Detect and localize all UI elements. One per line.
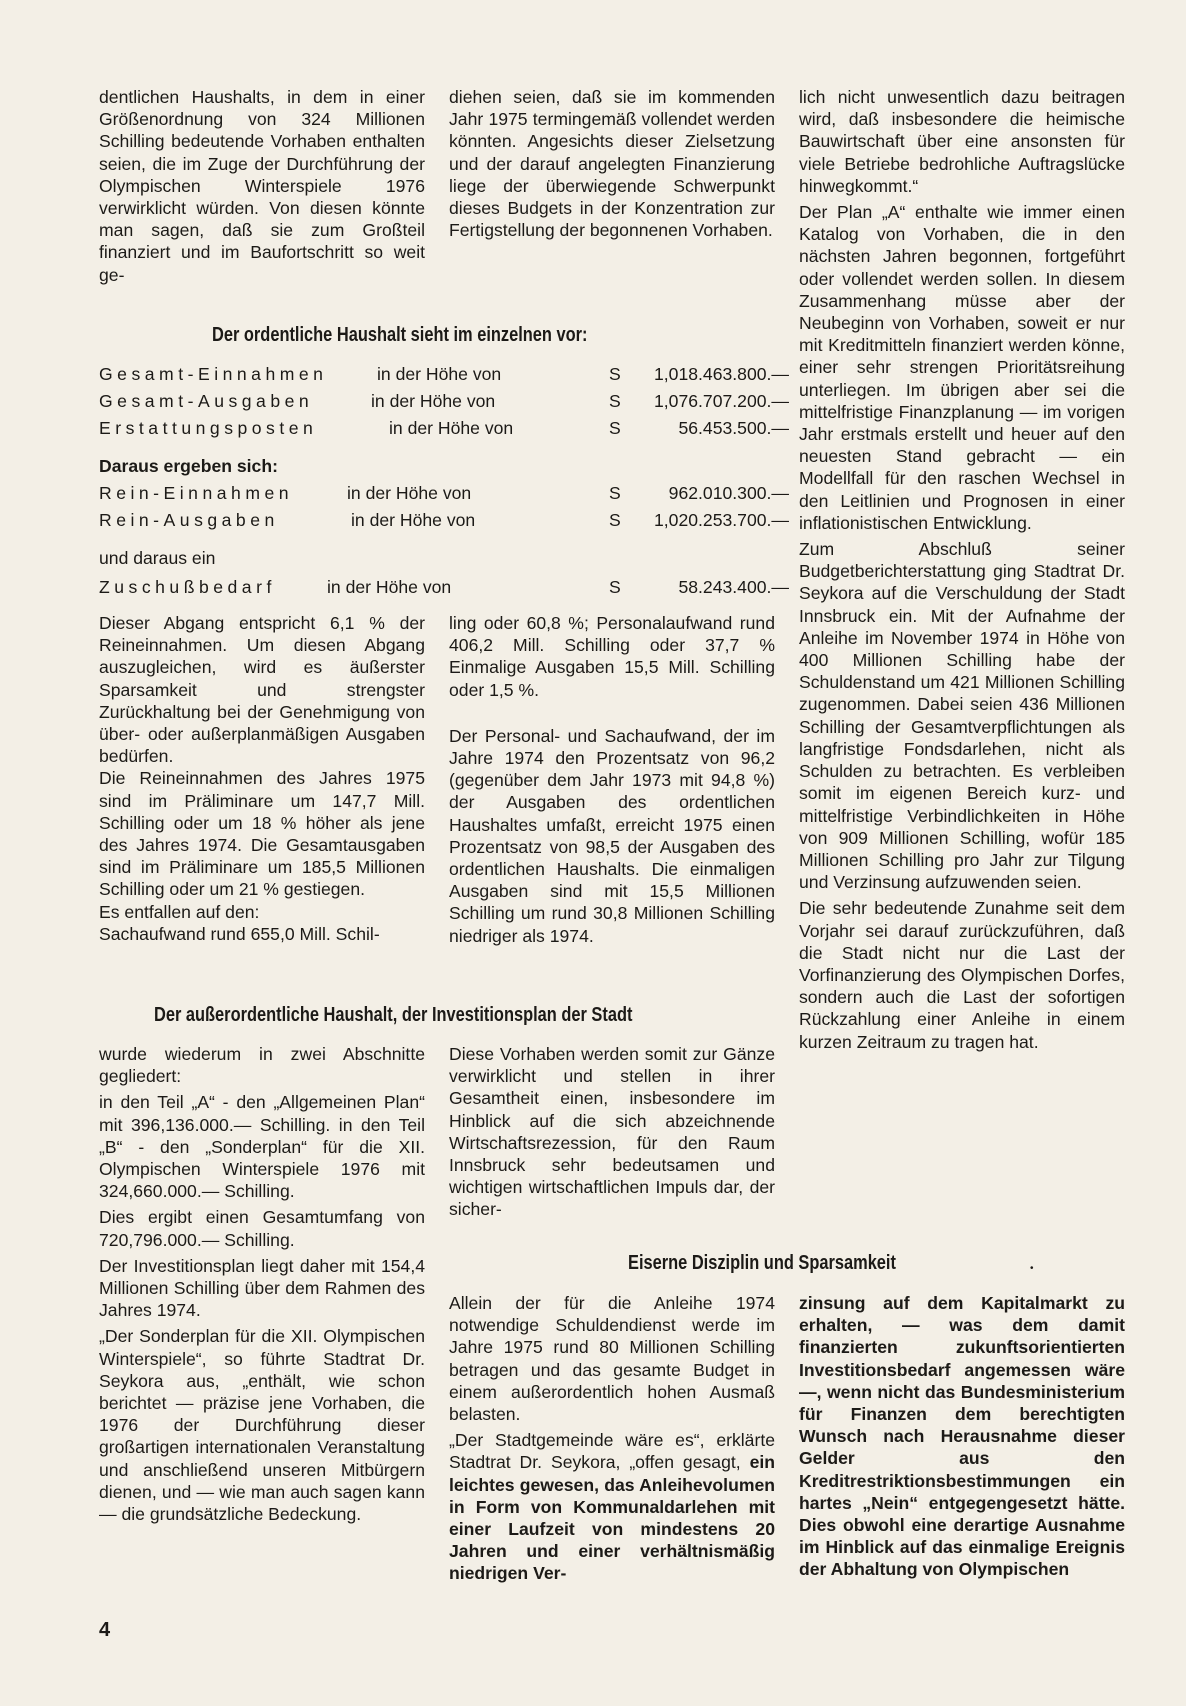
budget-table (99, 362, 789, 602)
paragraph: dentlichen Haushalts, in dem in einer Größenordnung von 324 Millionen Schilling bedeutende Vorhaben enthalten seien, die im Zuge der Durchführung der Olympischen Winterspiele 1976 verwirklicht würden. Von diesen könnte man sagen, daß sie zum Großteil finanziert und im Baufortschritt so weit ge- (99, 87, 425, 285)
currency: S (609, 483, 621, 503)
budget-row (99, 389, 789, 413)
budget-amount: 58.243.400.— (678, 577, 789, 597)
paragraph: in den Teil „A“ - den „Allgemeinen Plan“ mit 396,136.000.— Schilling. in den Teil „B“ - den „Sonderplan“ für die XII. Olympischen Winterspiele 1976 mit 324,660.000.— Schilling. (99, 1092, 425, 1202)
budget-label: Rein-Ausgaben (99, 510, 279, 530)
budget-intro: und daraus ein (99, 548, 216, 568)
budget-phrase: in der Höhe von (327, 577, 452, 597)
budget-amount: 1,020.253.700.— (654, 510, 789, 530)
budget-phrase: in der Höhe von (389, 418, 514, 438)
section-heading-disziplin: Eiserne Disziplin und Sparsamkeit (628, 1252, 896, 1274)
budget-label: Rein-Einnahmen (99, 483, 294, 503)
budget-phrase: in der Höhe von (347, 483, 472, 503)
budget-row (99, 481, 789, 505)
paragraph (449, 1429, 775, 1584)
paragraph: Allein der für die Anleihe 1974 notwendige Schuldendienst werde im Jahre 1975 rund 80 Millionen Schilling betragen und das gesamte Budget in einem außerordentlich hohen Ausmaß belasten. (449, 1293, 775, 1425)
paragraph: Diese Vorhaben werden somit zur Gänze verwirklicht und stellen in ihrer Gesamtheit einen, insbesondere im Hinblick auf die sich abzeichnende Wirtschaftsrezession, für den Raum Innsbruck sehr bedeutsamen und wichtigen wirtschaftlichen Impuls dar, der sicher- (449, 1044, 775, 1220)
middle-column-1 (99, 612, 425, 945)
budget-amount: 1,018.463.800.— (654, 364, 789, 384)
right-column (799, 86, 1125, 1057)
budget-row (99, 362, 789, 386)
budget-label: Erstattungsposten (99, 418, 318, 438)
paragraph: diehen seien, daß sie im kommenden Jahr 1975 termingemäß vollendet werden könnten. Angesichts dieser Zielsetzung und der darauf angelegten Finanzierung liege der überwiegende Schwerpunkt dieses Budgets in der Konzentration zur Fertigstellung der begonnenen Vorhaben. (449, 87, 775, 241)
paragraph: Der Personal- und Sachaufwand, der im Jahre 1974 den Prozentsatz von 96,2 (gegenüber dem Jahr 1973 mit 94,8 %) der Ausgaben des ordentlichen Haushaltes umfaßt, erreicht 1975 einen Prozentsatz von 98,5 der Ausgaben des ordentlichen Haushalts. Die einmaligen Ausgaben sind mit 15,5 Millionen Schilling um rund 30,8 Millionen Schilling niedriger als 1974. (449, 725, 775, 946)
budget-row-total (99, 575, 789, 599)
currency: S (609, 391, 621, 411)
lower-column-1 (99, 1043, 425, 1529)
section-heading-ordentlicher-haushalt: Der ordentliche Haushalt sieht im einzelnen vor: (212, 324, 588, 346)
middle-column-2 (449, 612, 775, 951)
paragraph: Die sehr bedeutende Zunahme seit dem Vorjahr sei darauf zurückzuführen, daß die Stadt nicht nur die Last der Vorfinanzierung des Olympischen Dorfes, sondern auch die Last der sofortigen Rückzahlung einer Anleihe in einem kurzen Zeitraum zu tragen hat. (799, 898, 1125, 1052)
budget-amount: 1,076.707.200.— (654, 391, 789, 411)
currency: S (609, 577, 621, 597)
top-column-2 (449, 86, 775, 245)
budget-subheading: Daraus ergeben sich: (99, 456, 278, 476)
bottom-column-3 (799, 1292, 1125, 1585)
budget-amount: 56.453.500.— (678, 418, 789, 438)
quote-bold: ein leichtes gewesen, das Anleihevolumen in Form von Kommunaldarlehen mit einer Laufzeit von mindestens 20 Jahren und einer verhältnismäßig niedrigen Ver- (449, 1452, 775, 1584)
speck-mark: • (1030, 1263, 1034, 1274)
section-heading-investitionsplan: Der außerordentliche Haushalt, der Investitionsplan der Stadt (154, 1004, 633, 1026)
paragraph: Es entfallen auf den: Sachaufwand rund 655,0 Mill. Schil- (99, 901, 380, 944)
bottom-column-2 (449, 1292, 775, 1585)
paragraph: Dieser Abgang entspricht 6,1 % der Reineinnahmen. Um diesen Abgang auszugleichen, wird es äußerster Sparsamkeit und strengster Zurückhaltung bei der Genehmigung von über- oder außerplanmäßigen Ausgaben bedürfen. (99, 613, 425, 767)
paragraph: Dies ergibt einen Gesamtumfang von 720,796.000.— Schilling. (99, 1207, 425, 1250)
paragraph: Die Reineinnahmen des Jahres 1975 sind im Präliminare um 147,7 Mill. Schilling oder um 18 % höher als jene des Jahres 1974. Die Gesamtausgaben sind im Präliminare um 185,5 Millionen Schilling oder um 21 % gestiegen. (99, 768, 425, 900)
budget-label: Gesamt-Einnahmen (99, 364, 328, 384)
currency: S (609, 418, 621, 438)
currency: S (609, 510, 621, 530)
budget-amount: 962.010.300.— (668, 483, 789, 503)
paragraph: Der Investitionsplan liegt daher mit 154,4 Millionen Schilling über dem Rahmen des Jahres 1974. (99, 1255, 425, 1321)
budget-row (99, 416, 789, 440)
paragraph: wurde wiederum in zwei Abschnitte gegliedert: (99, 1044, 425, 1087)
budget-phrase: in der Höhe von (377, 364, 502, 384)
budget-label: Zuschußbedarf (99, 577, 276, 597)
top-column-1 (99, 86, 425, 290)
page-number: 4 (99, 1619, 111, 1641)
paragraph: lich nicht unwesentlich dazu beitragen wird, daß insbesondere die heimische Bauwirtschaft über eine ansonsten für viele Betriebe bedrohliche Auftragslücke hinwegkommt.“ (799, 87, 1125, 196)
paragraph: zinsung auf dem Kapitalmarkt zu erhalten, — was dem damit finanzierten zukunftsorientierten Investitionsbedarf angemessen wäre —, wenn nicht das Bundesministerium für Finanzen dem berechtigten Wunsch nach Herausnahme dieser Gelder aus den Kreditrestriktionsbestimmungen ein hartes „Nein“ entgegengesetzt hätte. Dies obwohl eine derartige Ausnahme im Hinblick auf das einmalige Ereignis der Abhaltung von Olympischen (799, 1293, 1125, 1580)
lower-column-2 (449, 1043, 775, 1225)
budget-phrase: in der Höhe von (371, 391, 496, 411)
paragraph: „Der Sonderplan für die XII. Olympischen Winterspiele“, so führte Stadtrat Dr. Seykora aus, „enthält, wie schon berichtet — präzise jene Vorhaben, die 1976 der Durchführung dieser großartigen internationalen Veranstaltung und anschließend unseren Mitbürgern dienen, und — wie man auch sagen kann — die grundsätzliche Bedeckung. (99, 1326, 425, 1525)
paragraph: Der Plan „A“ enthalte wie immer einen Katalog von Vorhaben, die in den nächsten Jahren begonnen, fortgeführt oder vollendet werden sollen. In diesem Zusammenhang müsse aber der Neubeginn von Vorhaben, soweit er nur mit Kreditmitteln finanziert werden könne, einer sehr strengen Prioritätsreihung unterliegen. Im übrigen aber sei die mittelfristige Finanzplanung — im vorigen Jahr erstmals erstellt und heuer auf den neuesten Stand gebracht — ein Modellfall für den raschen Wechsel in den Leitlinien und Prognosen in einer inflationistischen Entwicklung. (799, 202, 1125, 533)
quote-plain: „Der Stadtgemeinde wäre es“, erklärte Stadtrat Dr. Seykora, „offen gesagt, (449, 1430, 775, 1473)
budget-phrase: in der Höhe von (351, 510, 476, 530)
currency: S (609, 364, 621, 384)
budget-row (99, 508, 789, 532)
paragraph: ling oder 60,8 %; Personalaufwand rund 406,2 Mill. Schilling oder 37,7 % Einmalige Ausgaben 15,5 Mill. Schilling oder 1,5 %. (449, 613, 775, 700)
budget-label: Gesamt-Ausgaben (99, 391, 314, 411)
paragraph: Zum Abschluß seiner Budgetberichterstattung ging Stadtrat Dr. Seykora auf die Verschuldung der Stadt Innsbruck ein. Mit der Aufnahme der Anleihe im November 1974 in Höhe von 400 Millionen Schilling habe der Schuldenstand um 421 Millionen Schilling zugenommen. Dabei seien 436 Millionen Schilling der Gesamtverpflichtungen als langfristige Fondsdarlehen, nicht als Schulden zu betrachten. Es verbleiben somit im eigenen Bereich kurz- und mittelfristige Verbindlichkeiten in Höhe von 909 Millionen Schilling, wofür 185 Millionen Schilling pro Jahr zur Tilgung und Verzinsung aufzuwenden seien. (799, 539, 1125, 893)
